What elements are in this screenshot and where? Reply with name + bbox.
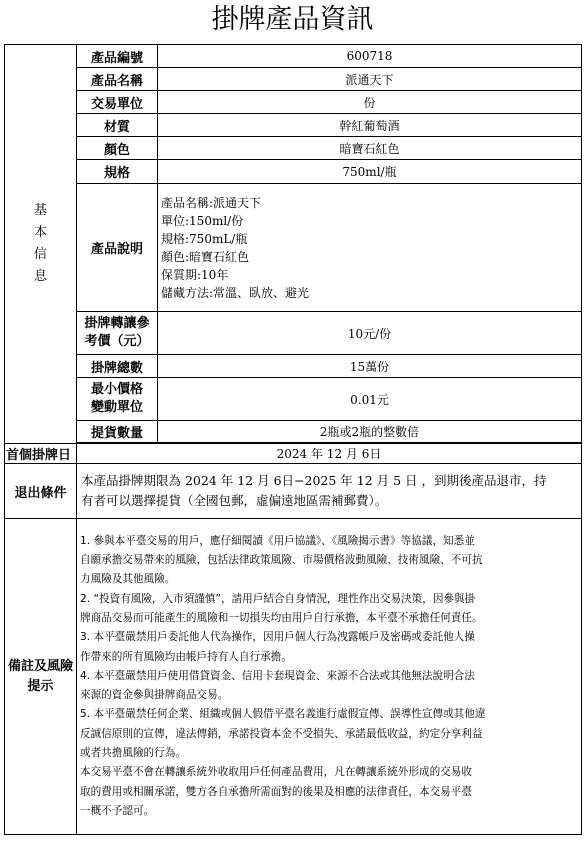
- basic-info-char: 本: [33, 225, 47, 240]
- total-label: 掛牌總數: [77, 355, 158, 378]
- basic-info-char: 基: [33, 203, 47, 218]
- exit-value: [77, 464, 582, 519]
- material-value: 幹紅葡萄酒: [158, 114, 582, 137]
- notes-line: 或者共擔風險的行為。: [80, 747, 186, 760]
- basic-info-label: [5, 45, 77, 444]
- notes-line: 1. 參與本平臺交易的用戶，應仔細閱讀《用戶協議》、《風險揭示書》等協議，知悉並: [80, 534, 475, 547]
- notes-label-line: 提示: [27, 678, 54, 694]
- notes-line: 作帶來的所有風險均由帳戶持有人自行承擔。: [80, 650, 292, 663]
- row-code: [5, 45, 582, 68]
- notes-line: 3. 本平臺嚴禁用戶委託他人代為操作，因用戶個人行為洩露帳戶及密碼或委託他人操: [80, 631, 475, 644]
- row-delivery: [5, 421, 582, 443]
- notes-label-line: 備註及風險: [7, 658, 73, 674]
- min-change-label-line: 變動單位: [90, 400, 143, 415]
- min-change-label-line: 最小價格: [90, 382, 143, 397]
- description-line: 儲藏方法:常溫、臥放、避光: [161, 285, 310, 300]
- delivery-value: 2瓶或2瓶的整數倍: [158, 421, 582, 443]
- row-total: [5, 355, 582, 378]
- row-min-change: [5, 378, 582, 421]
- notes-line: 來源的資金參與掛牌商品交易。: [80, 689, 229, 702]
- name-label: 產品名稱: [77, 68, 158, 91]
- description-line: 單位:150ml/份: [161, 213, 244, 228]
- notes-line: 反誠信原則的宣傳，違法傳銷，承諾投資本金不受損失、承諾最低收益，約定分享利益: [80, 727, 483, 740]
- first-listing-value: 2024 年 12 月 6日: [77, 444, 582, 464]
- basic-info-char: 信: [33, 247, 47, 262]
- row-unit: [5, 91, 582, 114]
- description-line: 顏色:暗寶石紅色: [161, 249, 250, 264]
- ref-price-label-line: 掛牌轉讓參: [84, 316, 150, 331]
- notes-line: 2. “投資有風險，入市須謹慎”，請用戶結合自身情況，理性作出交易決策，因參與掛: [80, 592, 476, 605]
- exit-line: 有者可以選擇提貨（全國包郵，虛偏遠地區需補郵費）。: [81, 493, 388, 508]
- ref-price-label: [77, 312, 158, 355]
- row-notes: [5, 519, 582, 835]
- row-exit: [5, 464, 582, 519]
- description-line: 規格:750mL/瓶: [161, 231, 248, 246]
- ref-price-value: 10元/份: [158, 312, 582, 355]
- color-value: 暗寶石紅色: [158, 137, 582, 160]
- first-listing-label: 首個掛牌日: [5, 444, 77, 464]
- notes-line: 5. 本平臺嚴禁任何企業、組織或個人假借平臺名義進行虛假宣傳、誤導性宣傳或其他違: [80, 708, 486, 721]
- material-label: 材質: [77, 114, 158, 137]
- exit-label: 退出條件: [5, 464, 77, 519]
- unit-value: 份: [158, 91, 582, 114]
- description-line: 產品名稱:派通天下: [161, 195, 262, 210]
- name-value: 派通天下: [158, 68, 582, 91]
- notes-label: [5, 519, 77, 835]
- code-label: 產品編號: [77, 45, 158, 68]
- total-value: 15萬份: [158, 355, 582, 378]
- basic-info-char: 息: [33, 269, 47, 284]
- notes-line: 一概不予認可。: [80, 804, 155, 817]
- notes-line: 本交易平臺不會在轉讓系統外收取用戶任何產品費用，凡在轉讓系統外形成的交易收: [80, 766, 472, 779]
- delivery-label: 提貨數量: [77, 421, 158, 443]
- ref-price-label-line: 考價（元）: [84, 334, 150, 349]
- row-description: [5, 184, 582, 312]
- code-value: 600718: [158, 45, 582, 68]
- row-spec: [5, 160, 582, 184]
- row-material: [5, 114, 582, 137]
- min-change-label: [77, 378, 158, 421]
- description-label: 產品說明: [77, 184, 158, 312]
- page-title: 掛牌產品資訊: [211, 4, 374, 35]
- description-value: [158, 184, 582, 312]
- row-ref-price: [5, 312, 582, 355]
- description-line: 保質期:10年: [161, 267, 229, 282]
- row-first-listing: [5, 444, 582, 464]
- unit-label: 交易單位: [77, 91, 158, 114]
- notes-line: 4. 本平臺嚴禁用戶使用借貸資金、信用卡套現資金、來源不合法或其他無法說明合法: [80, 669, 475, 682]
- notes-value: [77, 519, 582, 835]
- product-info-table: [4, 44, 582, 835]
- notes-line: 取的費用或相關承諾，雙方各自承擔所需面對的後果及相應的法律責任，本交易平臺: [80, 785, 472, 798]
- notes-line: 牌商品交易而可能產生的風險和一切損失均由用戶自行承擔，本平臺不承擔任何責任。: [80, 611, 483, 624]
- row-color: [5, 137, 582, 160]
- notes-line: 自願承擔交易帶來的風險，包括法律政策風險、市場價格波動風險、技術風險、不可抗: [80, 554, 483, 567]
- min-change-value: 0.01元: [158, 378, 582, 421]
- row-name: [5, 68, 582, 91]
- notes-line: 力風險及其他風險。: [80, 573, 176, 586]
- spec-label: 規格: [77, 160, 158, 184]
- spec-value: 750ml/瓶: [158, 160, 582, 184]
- color-label: 顏色: [77, 137, 158, 160]
- exit-line: 本產品掛牌期限為 2024 年 12 月 6日−2025 年 12 月 5 日 ，到期後產品退市，持: [81, 473, 547, 488]
